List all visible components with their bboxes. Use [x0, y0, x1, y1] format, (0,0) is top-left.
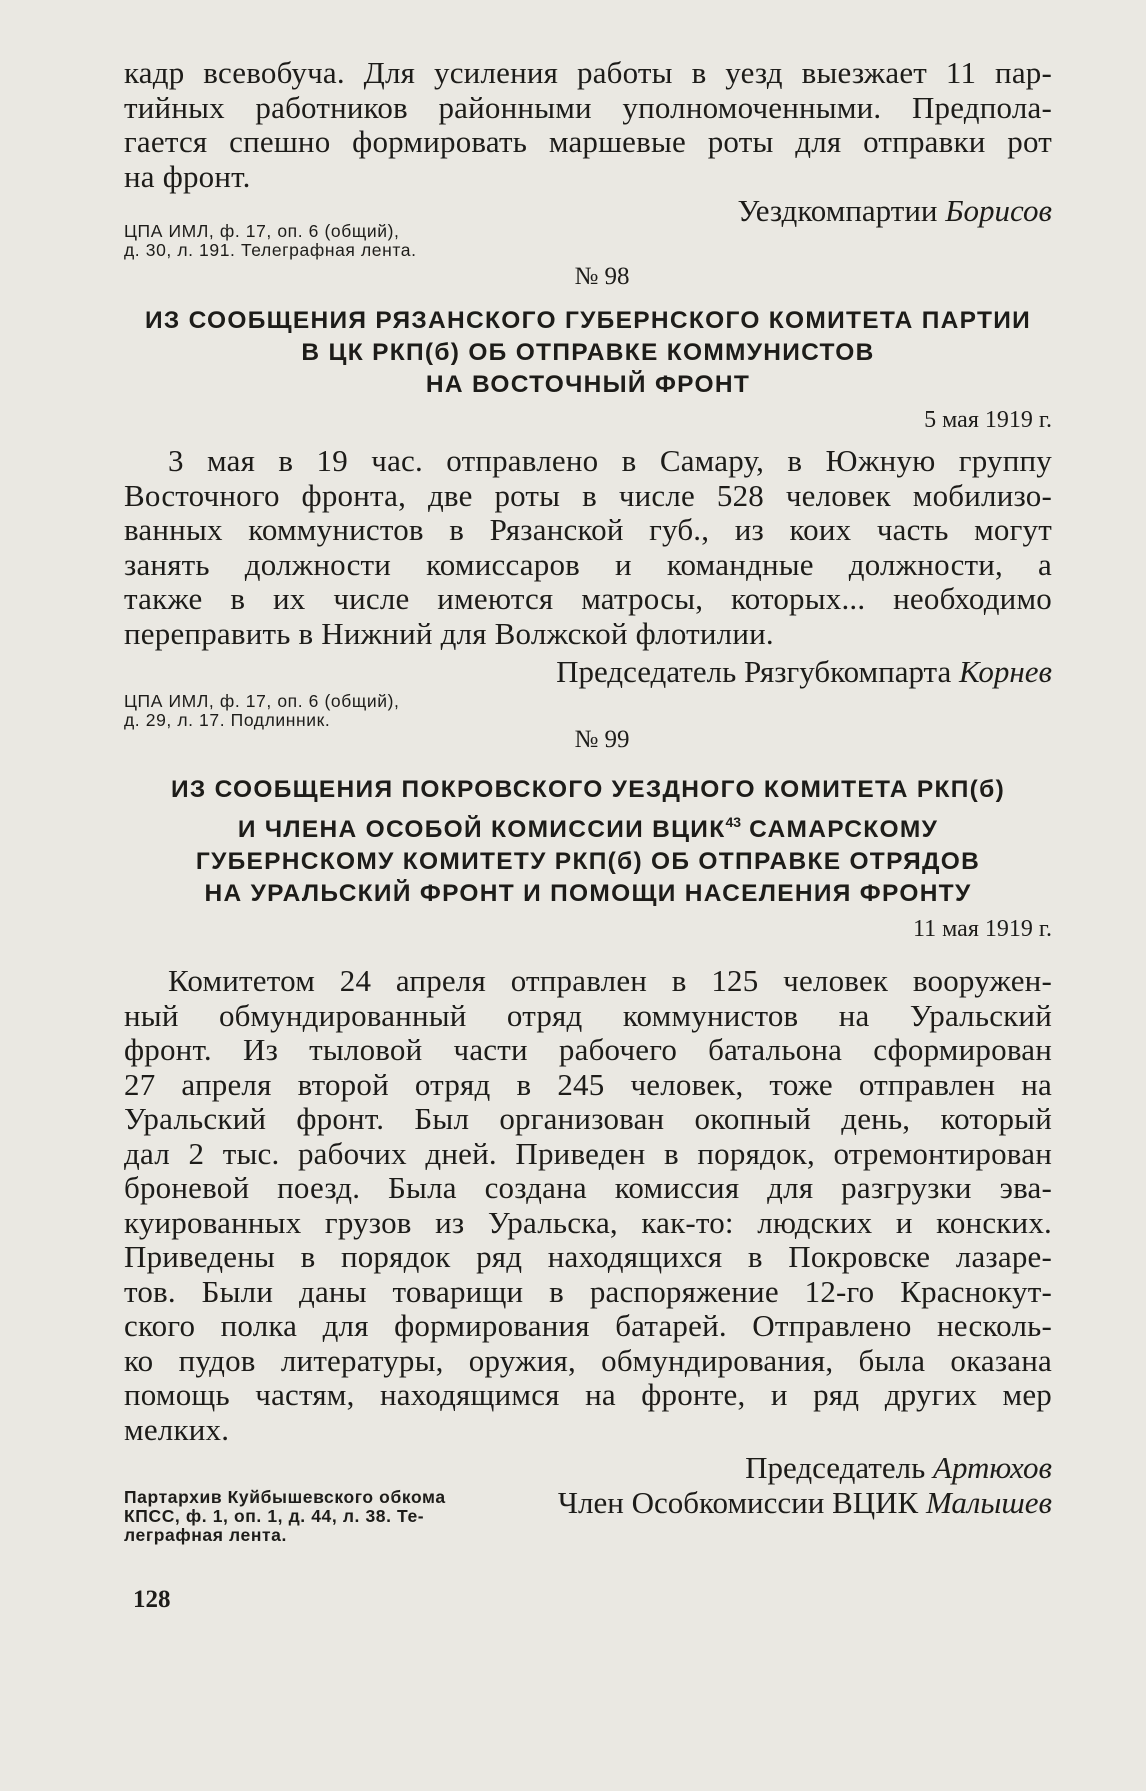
source-line: леграфная лента. — [124, 1525, 287, 1545]
body-line: ный обмундированный отряд коммунистов на Уральский — [124, 997, 1052, 1033]
signature — [124, 655, 1052, 690]
body-line: Восточного фронта, две роты в числе 528 человек мобилизо- — [124, 477, 1052, 513]
signature-role: Член Особкомиссии ВЦИК — [557, 1484, 919, 1520]
body-line: Приведены в порядок ряд находящихся в Покровске лазаре- — [124, 1239, 1052, 1274]
body-line: 27 апреля второй отряд в 245 человек, тоже отправлен на — [124, 1066, 1052, 1102]
heading-line: ИЗ СООБЩЕНИЯ ПОКРОВСКОГО УЕЗДНОГО КОМИТЕТА РКП(б) — [170, 776, 1006, 803]
source-line: Партархив Куйбышевского обкома — [124, 1487, 446, 1507]
heading-text: И ЧЛЕНА ОСОБОЙ КОМИССИИ ВЦИК — [237, 816, 726, 843]
signature-role: Председатель Рязгубкомпарта — [556, 654, 952, 689]
previous-document-tail — [124, 56, 1052, 229]
body-line: фронт. Из тыловой части рабочего батальона сформирован — [124, 1032, 1052, 1067]
body-line: 3 мая в 19 час. отправлено в Самару, в Южную группу — [168, 443, 1052, 478]
signature-name: Малышев — [925, 1484, 1052, 1520]
heading-line: ИЗ СООБЩЕНИЯ РЯЗАНСКОГО ГУБЕРНСКОГО КОМИТЕТА ПАРТИИ — [144, 307, 1032, 334]
heading-line: В ЦК РКП(б) ОБ ОТПРАВКЕ КОММУНИСТОВ — [301, 339, 875, 366]
footnote-marker: 43 — [725, 814, 742, 830]
body-line: занять должности комиссаров и командные должности, а — [124, 546, 1052, 582]
document-98-heading — [124, 305, 1052, 401]
document-number: № 98 — [574, 263, 630, 290]
document-99-body — [124, 964, 1052, 1520]
document-date: 5 мая 1919 г. — [924, 407, 1052, 433]
document-99 — [124, 725, 1052, 755]
body-line: ко пудов литературы, оружия, обмундирования, была оказана — [124, 1342, 1052, 1378]
body-line: мелких. — [124, 1411, 230, 1447]
body-line: на фронт. — [124, 158, 251, 194]
document-number: № 99 — [574, 726, 630, 753]
body-line: куированных грузов из Уральска, как-то: людских и конских. — [124, 1204, 1052, 1240]
source-line: КПСС, ф. 1, оп. 1, д. 44, л. 38. Те- — [124, 1506, 425, 1526]
heading-line — [124, 806, 1052, 846]
source-line: д. 29, л. 17. Подлинник. — [124, 710, 331, 730]
signature-name: Артюхов — [933, 1450, 1052, 1485]
body-line: кадр всевобуча. Для усиления работы в уезд выезжает 11 пар- — [124, 55, 1052, 90]
source-line: д. 30, л. 191. Телеграфная лента. — [124, 240, 417, 260]
signature — [124, 1451, 1052, 1486]
body-line: дал 2 тыс. рабочих дней. Приведен в порядок, отремонтирован — [124, 1135, 1052, 1171]
document-98-body — [124, 444, 1052, 690]
signature-role: Председатель — [745, 1450, 926, 1485]
body-line: гается спешно формировать маршевые роты для отправки рот — [124, 124, 1052, 159]
body-line: ского полка для формирования батарей. Отправлено несколь- — [124, 1308, 1052, 1343]
document-date: 11 мая 1919 г. — [913, 916, 1052, 942]
document-98 — [124, 262, 1052, 292]
source-note — [124, 1488, 1052, 1545]
signature-role: Уездкомпартии — [737, 193, 938, 228]
heading-line: НА УРАЛЬСКИЙ ФРОНТ И ПОМОЩИ НАСЕЛЕНИЯ ФРОНТУ — [204, 880, 972, 907]
body-line: тов. Были даны товарищи в распоряжение 12-го Краснокут- — [124, 1273, 1052, 1309]
document-99-heading — [124, 774, 1052, 910]
heading-text: САМАРСКОМУ — [749, 816, 939, 843]
signature-name: Борисов — [945, 193, 1052, 228]
page-number: 128 — [133, 1586, 171, 1613]
signature-name: Корнев — [959, 654, 1052, 689]
source-line: ЦПА ИМЛ, ф. 17, оп. 6 (общий), — [124, 691, 400, 711]
body-line: Уральский фронт. Был организован окопный день, который — [124, 1101, 1052, 1136]
body-line: также в их числе имеются матросы, которых... необходимо — [124, 581, 1052, 616]
document-98-date — [124, 405, 1052, 435]
body-line: Комитетом 24 апреля отправлен в 125 человек вооружен- — [168, 963, 1052, 998]
body-line: переправить в Нижний для Волжской флотилии. — [124, 615, 774, 651]
document-99-date — [124, 914, 1052, 944]
heading-line: НА ВОСТОЧНЫЙ ФРОНТ — [425, 371, 751, 398]
body-line: броневой поезд. Была создана комиссия для разгрузки эва- — [124, 1170, 1052, 1205]
source-note — [124, 222, 1052, 260]
body-line: ванных коммунистов в Рязанской губ., из коих часть могут — [124, 512, 1052, 547]
source-line: ЦПА ИМЛ, ф. 17, оп. 6 (общий), — [124, 221, 400, 241]
body-line: помощь частям, находящимся на фронте, и ряд других мер — [124, 1377, 1052, 1412]
heading-line: ГУБЕРНСКОМУ КОМИТЕТУ РКП(б) ОБ ОТПРАВКЕ ОТРЯДОВ — [195, 848, 981, 875]
body-line: тийных работников районными уполномоченными. Предпола- — [124, 89, 1052, 125]
